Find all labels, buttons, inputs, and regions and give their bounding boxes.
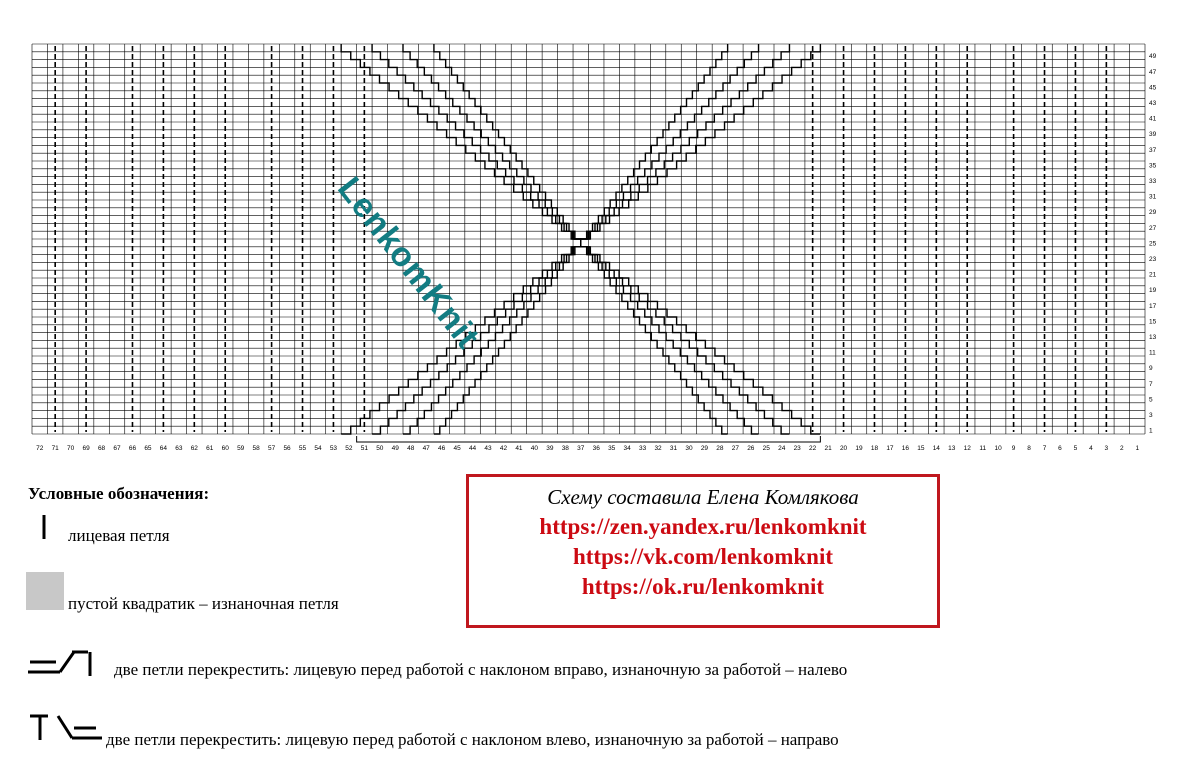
- column-label: 65: [144, 445, 152, 452]
- column-label: 64: [159, 445, 168, 452]
- column-label: 21: [824, 445, 832, 452]
- column-label: 36: [592, 445, 600, 452]
- column-label: 1: [1135, 445, 1140, 452]
- column-label: 16: [901, 445, 910, 452]
- column-label: 67: [113, 445, 121, 452]
- column-label: 31: [669, 445, 678, 452]
- row-label: 39: [1149, 131, 1157, 139]
- row-label: 3: [1149, 412, 1153, 419]
- purl-stitch-swatch: [26, 572, 64, 610]
- credit-link-ok[interactable]: https://ok.ru/lenkomknit: [581, 574, 825, 599]
- watermark-logo: LenkomKnit: [330, 170, 488, 357]
- row-label: 33: [1149, 178, 1157, 185]
- row-label: 35: [1149, 162, 1157, 170]
- column-label: 30: [685, 445, 693, 452]
- column-label: 42: [499, 445, 508, 452]
- column-label: 35: [608, 445, 616, 452]
- row-label: 27: [1149, 224, 1157, 232]
- column-label: 28: [716, 445, 724, 452]
- column-label: 41: [515, 445, 523, 452]
- column-label: 34: [623, 445, 631, 452]
- column-label: 2: [1120, 445, 1124, 452]
- column-label: 57: [267, 445, 276, 452]
- column-label: 44: [468, 445, 477, 452]
- cross-left-icon: [26, 712, 106, 746]
- column-label: 46: [438, 445, 446, 452]
- row-label: 7: [1149, 380, 1153, 388]
- column-label: 29: [700, 445, 709, 452]
- column-label: 10: [994, 445, 1002, 452]
- column-label: 54: [314, 445, 322, 452]
- credit-box: [466, 474, 940, 628]
- column-label: 18: [870, 445, 879, 452]
- column-label: 61: [206, 445, 214, 452]
- row-label: 5: [1149, 396, 1153, 404]
- column-label: 50: [376, 445, 384, 452]
- legend-title: Условные обозначения:: [28, 484, 210, 503]
- column-label: 68: [97, 445, 106, 452]
- row-label: 37: [1149, 146, 1157, 154]
- column-label: 62: [190, 445, 198, 452]
- column-label: 71: [51, 445, 59, 452]
- repeat-bracket: [357, 436, 821, 442]
- row-label: 19: [1149, 287, 1157, 295]
- row-label: 43: [1149, 100, 1157, 107]
- legend-purl-label: пустой квадратик – изнаночная петля: [68, 594, 339, 613]
- knit-stitch-icon: [40, 513, 48, 541]
- column-label: 43: [484, 445, 492, 452]
- column-label: 58: [252, 445, 260, 452]
- column-label: 38: [561, 445, 569, 452]
- row-label: 21: [1149, 271, 1157, 279]
- row-label: 41: [1149, 115, 1157, 123]
- column-label: 15: [917, 445, 925, 452]
- legend-cross-left-label: две петли перекрестить: лицевую перед работой с наклоном влево, изнаночную за работой – направо: [106, 730, 839, 749]
- row-label: 17: [1149, 302, 1157, 310]
- column-label: 9: [1011, 445, 1016, 452]
- column-label: 40: [530, 445, 539, 452]
- column-label: 14: [932, 445, 940, 452]
- column-label: 4: [1089, 445, 1093, 452]
- column-label: 24: [778, 445, 786, 452]
- row-label: 25: [1149, 240, 1157, 248]
- column-label: 66: [128, 445, 137, 452]
- row-label: 49: [1149, 53, 1157, 61]
- column-label: 45: [453, 445, 461, 452]
- column-label: 55: [298, 445, 307, 452]
- column-label: 7: [1042, 445, 1047, 452]
- column-label: 6: [1058, 445, 1062, 452]
- column-label: 27: [731, 445, 739, 452]
- column-label: 13: [948, 445, 956, 452]
- column-label: 60: [221, 445, 229, 452]
- row-label: 45: [1149, 84, 1157, 92]
- column-label: 53: [329, 445, 338, 452]
- row-label: 23: [1149, 256, 1157, 263]
- row-label: 29: [1149, 209, 1157, 217]
- column-label: 63: [175, 445, 183, 452]
- legend-cross-right-label: две петли перекрестить: лицевую перед работой с наклоном вправо, изнаночную за работой – налево: [114, 660, 848, 679]
- column-label: 11: [979, 445, 987, 452]
- column-label: 5: [1073, 445, 1078, 452]
- column-label: 17: [886, 445, 894, 452]
- credit-link-zen[interactable]: https://zen.yandex.ru/lenkomknit: [539, 514, 867, 539]
- column-label: 47: [422, 445, 430, 452]
- row-label: 1: [1149, 427, 1153, 435]
- row-label: 31: [1149, 193, 1157, 201]
- column-label: 26: [747, 445, 755, 452]
- column-label: 3: [1104, 445, 1109, 452]
- column-label: 19: [855, 445, 863, 452]
- column-label: 8: [1027, 445, 1031, 452]
- column-label: 72: [36, 445, 44, 452]
- column-label: 49: [391, 445, 399, 452]
- column-label: 37: [577, 445, 585, 452]
- credit-link-vk[interactable]: https://vk.com/lenkomknit: [572, 544, 834, 569]
- credit-author: Схему составила Елена Комлякова: [547, 485, 859, 509]
- column-label: 51: [360, 445, 368, 452]
- column-label: 23: [793, 445, 801, 452]
- column-label: 22: [809, 445, 817, 452]
- cross-right-icon: [26, 648, 106, 680]
- row-label: 15: [1149, 318, 1157, 326]
- column-label: 39: [546, 445, 554, 452]
- column-label: 33: [638, 445, 647, 452]
- column-label: 59: [237, 445, 245, 452]
- column-label: 25: [762, 445, 770, 452]
- row-label: 47: [1149, 68, 1157, 76]
- column-label: 52: [345, 445, 353, 452]
- column-label: 12: [963, 445, 971, 452]
- row-label: 13: [1149, 334, 1157, 341]
- column-label: 32: [654, 445, 662, 452]
- column-label: 69: [82, 445, 90, 452]
- column-label: 48: [407, 445, 415, 452]
- legend-knit-label: лицевая петля: [68, 526, 170, 545]
- row-label: 9: [1149, 365, 1153, 373]
- column-label: 70: [67, 445, 75, 452]
- column-label: 56: [283, 445, 291, 452]
- row-label: 11: [1149, 349, 1156, 357]
- column-label: 20: [839, 445, 848, 452]
